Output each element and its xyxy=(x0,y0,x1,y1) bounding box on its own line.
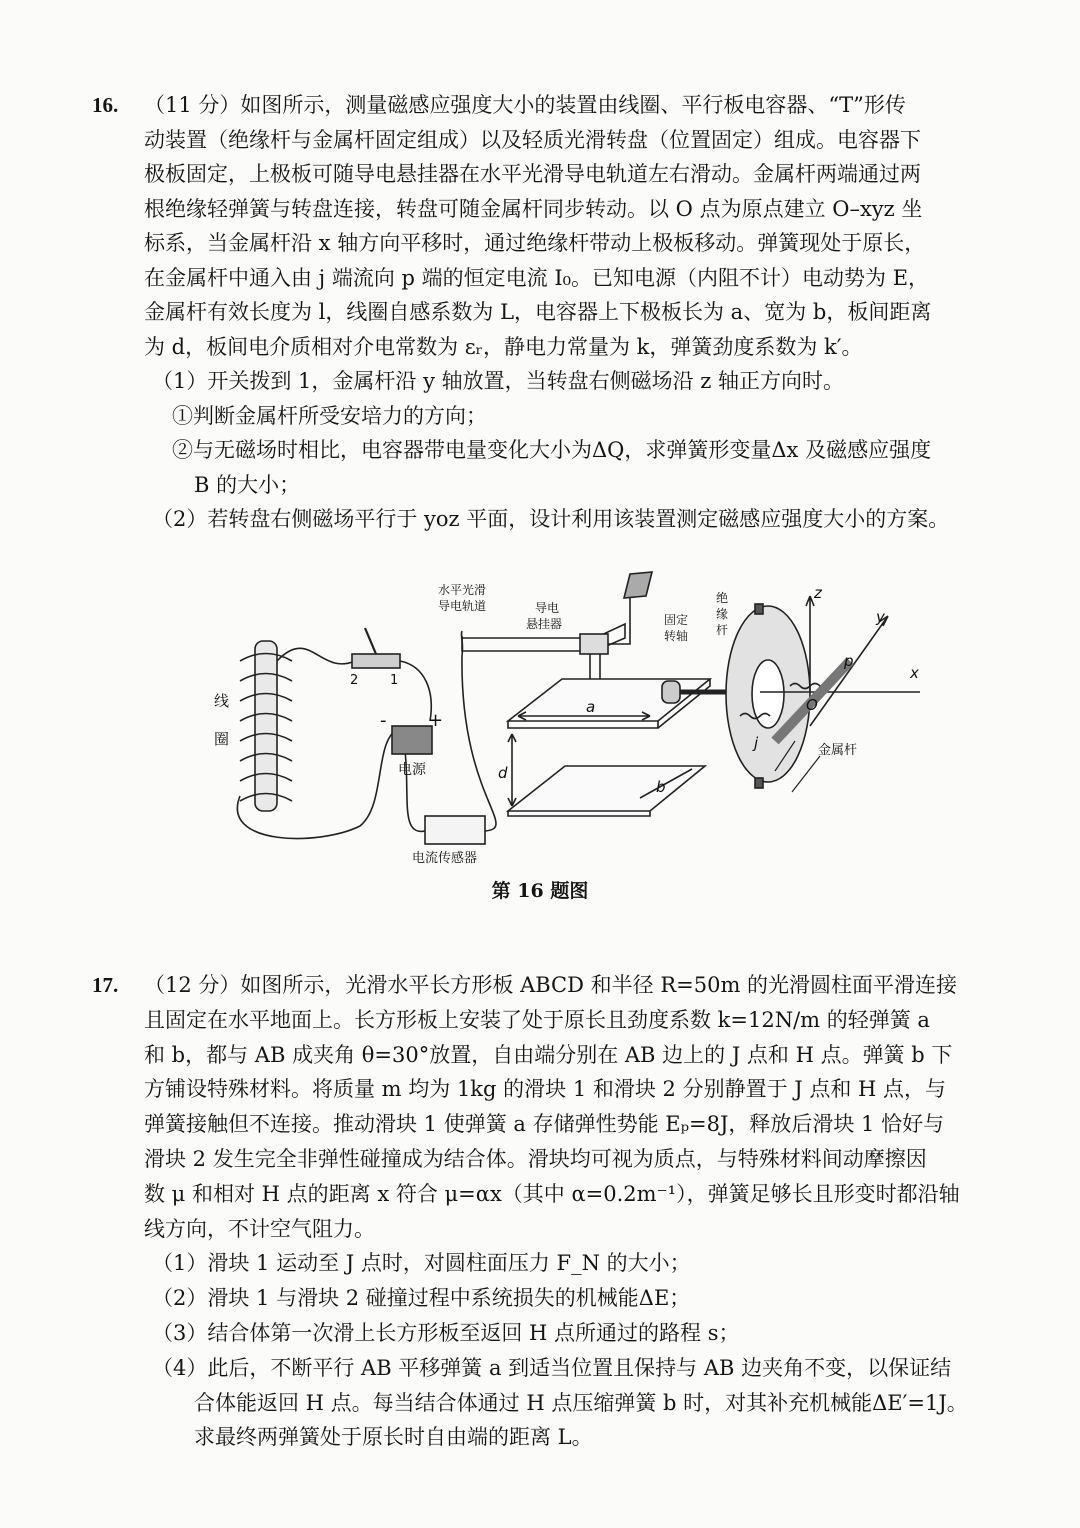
hanger xyxy=(580,634,608,654)
label-x: x xyxy=(910,664,919,682)
label-a: a xyxy=(586,698,596,716)
q17-line-6: 滑块 2 发生完全非弹性碰撞成为结合体。滑块均可视为质点，与特殊材料间动摩擦因 xyxy=(144,1146,927,1171)
q16-line-1: 16. （11 分）如图所示，测量磁感应强度大小的装置由线圈、平行板电容器、“T”形传 xyxy=(92,88,1012,123)
q16-line-2: 动装置（绝缘杆与金属杆固定组成）以及轻质光滑转盘（位置固定）组成。电容器下 xyxy=(144,127,921,152)
q16-figure xyxy=(200,566,940,871)
label-rail-2: 导电轨道 xyxy=(438,599,487,613)
q17-line-2: 且固定在水平地面上。长方形板上安装了处于原长且劲度系数 k=12N/m 的轻弹簧 a xyxy=(144,1007,930,1032)
label-z: z xyxy=(814,584,822,602)
wire-sensor-rail xyxy=(461,631,496,831)
q16-part-1a: ①判断金属杆所受安培力的方向； xyxy=(172,403,487,428)
label-coil-2: 圈 xyxy=(214,730,230,748)
label-p: p xyxy=(844,652,854,670)
label-power: 电源 xyxy=(398,762,426,778)
q16-line-3: 极板固定，上极板可随导电悬挂器在水平光滑导电轨道左右滑动。金属杆两端通过两 xyxy=(144,162,921,186)
q16-part-2: （2）若转盘右侧磁场平行于 yoz 平面，设计利用该装置测定磁感应强度大小的方案。 xyxy=(152,507,950,531)
q17-part-4-cont2: 求最终两弹簧处于原长时自由端的距离 L。 xyxy=(194,1425,593,1450)
wire-switch-power xyxy=(400,661,431,721)
q17-part-4: （4）此后，不断平行 AB 平移弹簧 a 到适当位置且保持与 AB 边夹角不变，以保证结 xyxy=(152,1355,952,1380)
bottom-plate xyxy=(508,766,705,811)
q16-part-1b-cont: B 的大小； xyxy=(194,472,301,497)
q17-part-3: （3）结合体第一次滑上长方形板至返回 H 点所通过的路程 s； xyxy=(152,1320,740,1345)
label-rail-1: 水平光滑 xyxy=(438,583,487,597)
q16-line-7: 金属杆有效长度为 l，线圈自感系数为 L，电容器上下极板长为 a、宽为 b，板间距离 xyxy=(144,300,932,324)
q17-line-8: 线方向，不计空气阻力。 xyxy=(144,1216,375,1241)
switch xyxy=(352,654,400,668)
fixed-shaft xyxy=(662,681,680,703)
figure-caption: 第 16 题图 xyxy=(491,880,589,902)
q16-line-5: 标系，当金属杆沿 x 轴方向平移时，通过绝缘杆带动上极板移动。弹簧现处于原长， xyxy=(144,231,926,255)
label-rod-3: 杆 xyxy=(716,623,729,637)
label-switch-1: 1 xyxy=(390,673,399,688)
q17-number: 17. xyxy=(92,973,119,997)
label-O: O xyxy=(806,696,818,714)
q17-line-3: 和 b，都与 AB 成夹角 θ=30°放置，自由端分别在 AB 边上的 J 点和 H 点。弹簧 b 下 xyxy=(144,1042,953,1067)
label-shaft-1: 固定 xyxy=(664,613,689,627)
label-rod-2: 缘 xyxy=(716,607,729,621)
label-d: d xyxy=(498,764,508,782)
wire-coil-switch xyxy=(277,648,355,664)
y-axis xyxy=(810,616,888,726)
current-sensor xyxy=(425,816,485,844)
coil xyxy=(255,641,277,811)
q17-line-4: 方铺设特殊材料。将质量 m 均为 1kg 的滑块 1 和滑块 2 分别静置于 J 点和 H 点，与 xyxy=(144,1077,946,1102)
q16-part-1: （1）开关拨到 1，金属杆沿 y 轴放置，当转盘右侧磁场沿 z 轴正方向时。 xyxy=(152,369,845,393)
q17-part-2: （2）滑块 1 与滑块 2 碰撞过程中系统损失的机械能ΔE； xyxy=(152,1286,691,1311)
question-17 xyxy=(92,968,1012,1455)
question-16 xyxy=(92,88,1012,537)
q16-number: 16. xyxy=(92,93,119,117)
label-b: b xyxy=(656,778,666,796)
label-coil-1: 线 xyxy=(214,692,230,710)
q17-line-5: 弹簧接触但不连接。推动滑块 1 使弹簧 a 存储弹性势能 Eₚ=8J，释放后滑块 1 恰好与 xyxy=(144,1112,945,1137)
q16-part-1b: ②与无磁场时相比，电容器带电量变化大小为ΔQ，求弹簧形变量Δx 及磁感应强度 xyxy=(172,438,932,462)
q16-line-4: 根绝缘轻弹簧与转盘连接，转盘可随金属杆同步转动。以 O 点为原点建立 O–xyz 坐 xyxy=(144,196,923,221)
label-j: j xyxy=(754,734,759,752)
label-minus: - xyxy=(380,710,387,731)
power-source xyxy=(392,726,432,754)
q17-part-1: （1）滑块 1 运动至 J 点时，对圆柱面压力 F_N 的大小； xyxy=(152,1251,691,1276)
label-metal: 金属杆 xyxy=(818,743,858,758)
label-hanger-1: 导电 xyxy=(535,601,560,615)
q16-line-8: 为 d，板间电介质相对介电常数为 εᵣ，静电力常量为 k，弹簧劲度系数为 k′。 xyxy=(144,334,863,359)
q16-line-6: 在金属杆中通入由 j 端流向 p 端的恒定电流 I₀。已知电源（内阻不计）电动势为 E， xyxy=(144,265,930,290)
label-y: y xyxy=(876,608,885,626)
q17-line-7: 数 μ 和相对 H 点的距离 x 符合 μ=αx（其中 α=0.2m⁻¹），弹簧足够长且形变时都沿轴 xyxy=(144,1181,960,1206)
label-sensor: 电流传感器 xyxy=(412,851,478,866)
label-rod-1: 绝 xyxy=(716,591,729,605)
label-shaft-2: 转轴 xyxy=(664,629,689,643)
rail xyxy=(462,636,595,651)
q17-part-4-cont: 合体能返回 H 点。每当结合体通过 H 点压缩弹簧 b 时，对其补充机械能ΔE′=1J。 xyxy=(194,1390,968,1415)
q17-line-1: 17. （12 分）如图所示，光滑水平长方形板 ABCD 和半径 R=50m 的光滑圆柱面平滑连接 xyxy=(92,968,1012,1003)
label-switch-2: 2 xyxy=(350,673,359,688)
plate-tab xyxy=(624,572,652,598)
label-hanger-2: 悬挂器 xyxy=(526,617,563,631)
label-plus: + xyxy=(428,710,444,731)
